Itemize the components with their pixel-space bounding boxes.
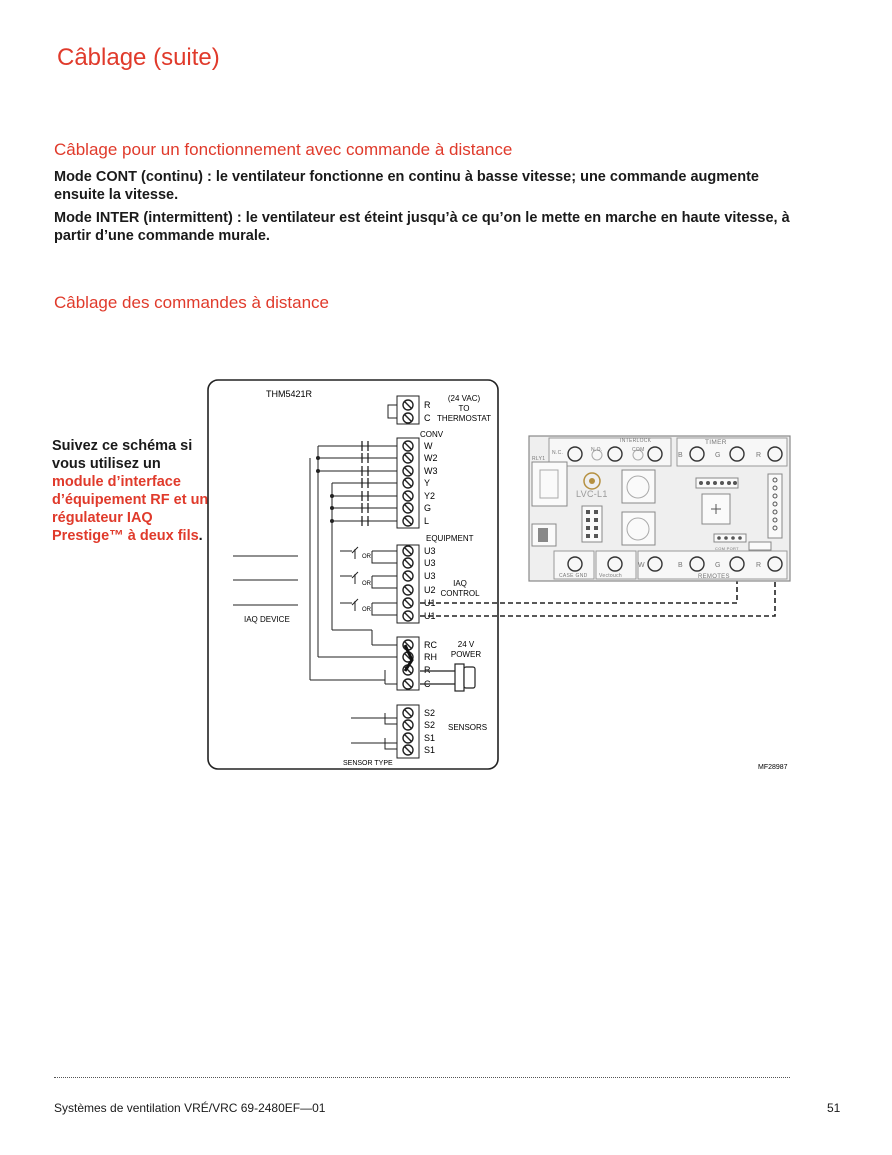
- iaq-control-line1: IAQ: [453, 579, 467, 588]
- sensors-label: SENSORS: [448, 723, 488, 732]
- terminal-label: U3: [424, 558, 436, 568]
- terminal-label: RH: [424, 652, 437, 662]
- board-label-remotes: REMOTES: [698, 574, 730, 580]
- board-label-case-gnd: CASE GND: [559, 573, 588, 579]
- terminal-label: W2: [424, 453, 438, 463]
- control-board: [529, 436, 790, 581]
- board-label-w: W: [638, 562, 645, 569]
- board-label-g: G: [715, 562, 721, 569]
- board-label-lvc: LVC-L1: [576, 489, 608, 499]
- terminal-label: Y: [424, 478, 431, 488]
- junction-dot: [330, 494, 334, 498]
- board-label-com-port: COM PORT: [715, 546, 739, 551]
- conv-label: CONV: [420, 430, 444, 439]
- terminal-label: U1: [424, 611, 436, 621]
- board-label-rly1: RLY1: [532, 456, 546, 462]
- terminal-label: G: [424, 503, 432, 513]
- sensor-type-label: SENSOR TYPE: [343, 760, 393, 767]
- paragraph-inter-mode: Mode INTER (intermittent) : le ventilateur est éteint jusqu’à ce qu’on le mette en marche en haute vitesse, à partir d’une commande murale.: [54, 210, 790, 244]
- junction-dot: [316, 469, 320, 473]
- figure-id: MF28987: [758, 764, 788, 771]
- page-number: 51: [827, 1101, 841, 1115]
- thermostat-model-label: THM5421R: [266, 389, 313, 399]
- or-label: OR: [362, 581, 371, 587]
- thermostat-note-line2: TO: [458, 404, 470, 413]
- board-label-r: R: [756, 562, 762, 569]
- paragraph-cont-mode: Mode CONT (continu) : le ventilateur fonctionne en continu à basse vitesse; une commande augmente ensuite la vitesse.: [54, 169, 759, 203]
- footer-document-id: Systèmes de ventilation VRÉ/VRC 69-2480EF—01: [54, 1101, 326, 1115]
- board-label-b: B: [678, 562, 683, 569]
- terminal-label: L: [424, 516, 430, 526]
- terminal-label: Y2: [424, 491, 436, 501]
- or-label: OR: [362, 607, 371, 613]
- conv-wiring: [310, 446, 397, 684]
- thermostat-note-line3: THERMOSTAT: [437, 414, 491, 423]
- board-label-b: B: [678, 452, 683, 459]
- board-label-g: G: [715, 452, 721, 459]
- terminal-label: U3: [424, 546, 436, 556]
- terminal-label: RC: [424, 640, 437, 650]
- junction-dot: [330, 519, 334, 523]
- terminal-label: U1: [424, 598, 436, 608]
- terminal-label: S1: [424, 733, 436, 743]
- or-label: OR: [362, 554, 371, 560]
- side-note-end: .: [198, 528, 203, 544]
- terminal-label: S2: [424, 720, 436, 730]
- thermostat-enclosure: [208, 380, 498, 769]
- terminal-label: U2: [424, 585, 436, 595]
- sensor-wiring: [351, 713, 397, 749]
- junction-dot: [330, 506, 334, 510]
- terminal-label: R: [424, 400, 431, 410]
- terminal-label: R: [424, 665, 431, 675]
- terminal-labels: [424, 400, 438, 755]
- board-label-no: N.O.: [591, 447, 603, 453]
- iaq-device-label: IAQ DEVICE: [244, 615, 290, 624]
- power-label-line2: POWER: [450, 650, 482, 659]
- section-heading-remote-wiring: Câblage des commandes à distance: [54, 293, 329, 312]
- thermostat-note-line1: (24 VAC): [447, 394, 481, 403]
- junction-dot: [316, 456, 320, 460]
- terminal-label: W: [424, 441, 433, 451]
- board-label-r: R: [756, 452, 762, 459]
- terminal-label: S1: [424, 745, 436, 755]
- footer-divider: [54, 1077, 790, 1078]
- equipment-label: EQUIPMENT: [426, 534, 474, 543]
- board-label-nc: N.C.: [552, 450, 564, 456]
- section-heading-remote-operation: Câblage pour un fonctionnement avec commande à distance: [54, 140, 513, 159]
- side-note-text: Suivez ce schéma si vous utilisez un: [52, 438, 193, 472]
- terminal-label: C: [424, 679, 431, 689]
- side-note-highlight: module d’interface d’équipement RF et un régulateur IAQ Prestige™ à deux fils: [52, 474, 209, 544]
- terminal-label: S2: [424, 708, 436, 718]
- terminal-label: U3: [424, 571, 436, 581]
- board-label-vectouch: Vectouch: [599, 573, 622, 579]
- power-label-line1: 24 V: [457, 640, 475, 649]
- thermostat-jumper: [388, 405, 397, 418]
- iaq-control-line2: CONTROL: [440, 589, 480, 598]
- board-label-com: COM: [632, 447, 645, 453]
- board-label-timer: TIMER: [705, 439, 727, 446]
- terminal-label: C: [424, 413, 431, 423]
- board-label-interlock: INTERLOCK: [620, 438, 652, 444]
- terminal-label: W3: [424, 466, 438, 476]
- page-title: Câblage (suite): [57, 44, 220, 71]
